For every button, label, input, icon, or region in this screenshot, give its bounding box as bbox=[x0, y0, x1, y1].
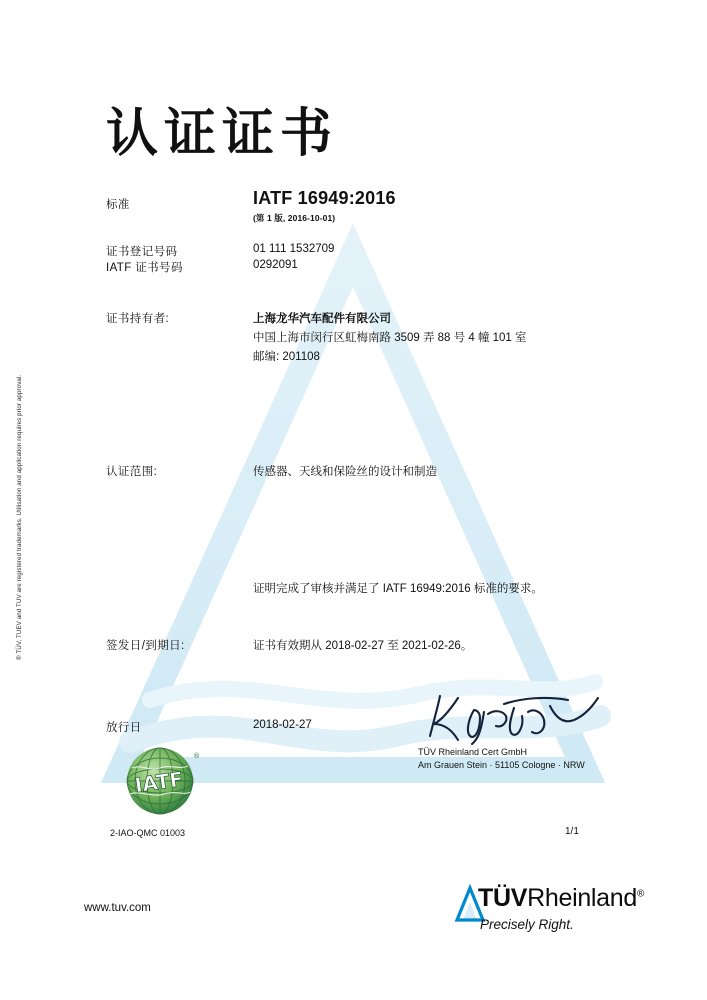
standard-edition: (第 1 版, 2016-10-01) bbox=[253, 213, 336, 223]
validity-value: 证书有效期从 2018-02-27 至 2021-02-26。 bbox=[253, 640, 473, 652]
signature-graphic bbox=[418, 690, 608, 746]
conformity-statement: 证明完成了审核并满足了 IATF 16949:2016 标准的要求。 bbox=[253, 583, 543, 595]
registration-number-label: 证书登记号码 bbox=[106, 246, 178, 258]
standard-label: 标准 bbox=[106, 199, 130, 211]
accreditation-code: 2-IAO-QMC 01003 bbox=[110, 828, 186, 838]
scope-value: 传感器、天线和保险丝的设计和制造 bbox=[253, 466, 437, 478]
iatf-seal-logo bbox=[110, 742, 210, 820]
signature-organization: TÜV Rheinland Cert GmbH bbox=[418, 747, 528, 757]
release-date-value: 2018-02-27 bbox=[253, 719, 312, 731]
holder-company: 上海龙华汽车配件有限公司 bbox=[253, 313, 391, 325]
standard-value: IATF 16949:2016 bbox=[253, 188, 396, 208]
tuv-brand-second: Rheinland bbox=[527, 884, 637, 912]
holder-label: 证书持有者: bbox=[106, 313, 170, 325]
side-legal-text: ® TÜV, TUEV and TUV are registered trademarks. Utilisation and application requires prior approval. bbox=[16, 374, 23, 660]
registered-mark: ® bbox=[637, 888, 645, 900]
iatf-number-label: IATF 证书号码 bbox=[106, 262, 183, 274]
footer-url[interactable]: www.tuv.com bbox=[84, 902, 151, 914]
iatf-number-value: 0292091 bbox=[253, 259, 298, 271]
release-date-label: 放行日 bbox=[106, 722, 142, 734]
page-title: 认证证书 bbox=[106, 104, 339, 164]
holder-address: 中国上海市闵行区虹梅南路 3509 弄 88 号 4 幢 101 室 bbox=[253, 332, 527, 344]
tuv-rheinland-wordmark bbox=[478, 884, 644, 913]
scope-label: 认证范围: bbox=[106, 466, 158, 478]
signature-address: Am Grauen Stein · 51105 Cologne · NRW bbox=[418, 760, 585, 770]
tuv-tagline: Precisely Right. bbox=[480, 917, 574, 932]
iatf-seal-text: IATF bbox=[133, 766, 185, 798]
registration-number-value: 01 111 1532709 bbox=[253, 243, 335, 255]
validity-label: 签发日/到期日: bbox=[106, 640, 185, 652]
svg-text:®: ® bbox=[193, 752, 200, 760]
holder-postcode: 邮编: 201108 bbox=[253, 351, 320, 363]
page-number: 1/1 bbox=[565, 826, 579, 837]
tuv-brand-first: TÜV bbox=[478, 884, 528, 912]
